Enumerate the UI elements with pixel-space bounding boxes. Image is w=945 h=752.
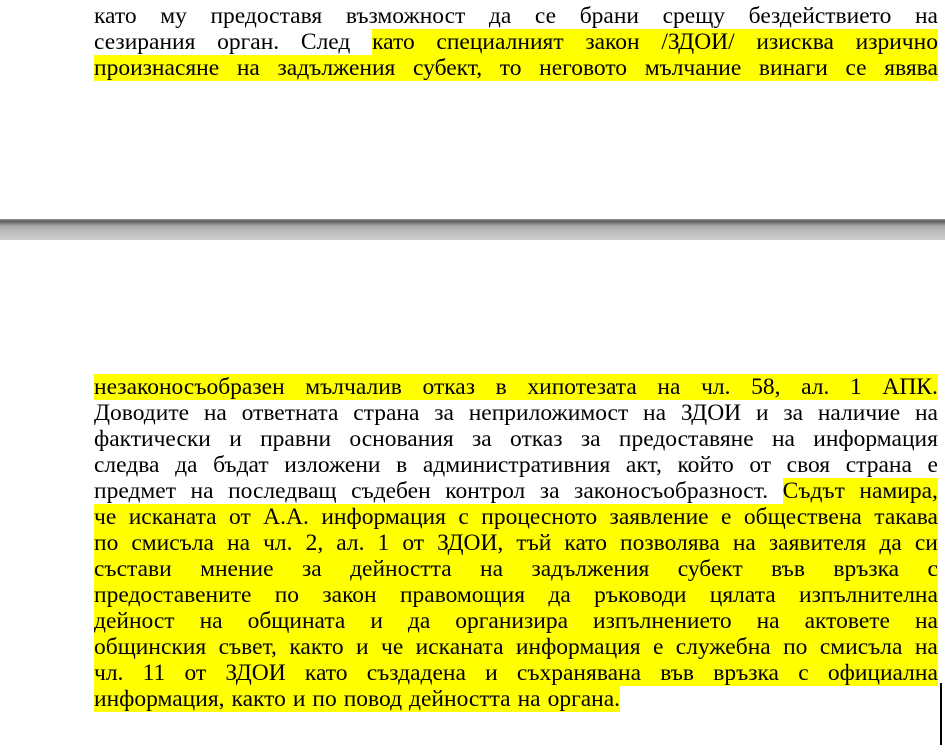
word: и — [755, 400, 769, 426]
word: изпълнителна — [799, 582, 938, 608]
word: 1 — [377, 530, 390, 556]
word: организира — [455, 608, 569, 634]
text-line — [94, 634, 938, 660]
word: като — [564, 530, 607, 556]
highlight-gap — [498, 660, 517, 686]
word: се — [534, 3, 557, 29]
highlight-gap — [383, 608, 408, 634]
highlight-gap — [867, 55, 885, 81]
word: ответната — [241, 400, 339, 426]
highlight-gap — [735, 29, 757, 55]
word: е — [721, 504, 732, 530]
highlight-gap — [337, 686, 344, 712]
word: ръководи — [594, 582, 687, 608]
highlight-gap — [415, 29, 437, 55]
highlight-gap — [225, 686, 232, 712]
word: на — [227, 530, 251, 556]
word: че — [94, 504, 117, 530]
highlight-gap — [475, 374, 496, 400]
word: ЗДОИ — [680, 400, 742, 426]
word: субект — [677, 556, 743, 582]
word: следва — [94, 452, 160, 478]
word: винаги — [758, 55, 828, 81]
word: на — [914, 400, 938, 426]
text-line — [94, 426, 938, 452]
word: административния — [422, 452, 611, 478]
highlight-gap — [607, 530, 620, 556]
word: задължения — [531, 556, 650, 582]
word: субект, — [413, 55, 483, 81]
word: служебна — [675, 634, 771, 660]
word: на — [914, 634, 938, 660]
text-line — [94, 582, 938, 608]
word: в — [396, 452, 408, 478]
word: на — [732, 530, 756, 556]
word: Доводите — [94, 400, 190, 426]
highlight-gap — [322, 556, 350, 582]
word: официална — [827, 660, 938, 686]
word: повод — [343, 686, 403, 712]
word: състави — [94, 556, 172, 582]
word: фактически — [94, 426, 211, 452]
word: и — [485, 660, 498, 686]
highlight-gap — [720, 530, 733, 556]
word: да — [175, 452, 198, 478]
highlight-gap — [649, 556, 677, 582]
highlight-gap — [862, 374, 883, 400]
word: ЗДОИ — [225, 660, 286, 686]
word: незаконосъобразен — [94, 374, 285, 400]
word: АПК. — [882, 374, 938, 400]
word: орган. — [217, 29, 280, 55]
word: тъй — [516, 530, 552, 556]
highlight-gap — [285, 374, 306, 400]
word: възможност — [345, 3, 466, 29]
highlight-gap — [251, 582, 274, 608]
highlight-gap — [402, 686, 409, 712]
word: връзка — [713, 660, 779, 686]
word: отказ — [422, 374, 476, 400]
word: такава — [874, 504, 938, 530]
highlight-gap — [641, 634, 653, 660]
word: страна — [353, 400, 420, 426]
highlight-gap — [446, 504, 458, 530]
word: общинския — [94, 634, 207, 660]
word: по — [94, 530, 119, 556]
text-line — [94, 556, 938, 582]
word: си — [914, 530, 938, 556]
document-page-2 — [0, 240, 945, 752]
word: е — [652, 634, 664, 660]
word: смисъла — [131, 530, 214, 556]
word: срещу — [662, 3, 726, 29]
word: ал. — [801, 374, 830, 400]
word: изрично — [855, 29, 938, 55]
highlight-gap — [377, 582, 400, 608]
highlight-gap — [899, 556, 927, 582]
word: 1 — [849, 374, 862, 400]
word: 2, — [305, 530, 324, 556]
word: информация, — [94, 686, 225, 712]
word: като — [94, 3, 137, 29]
word: правни — [260, 426, 332, 452]
highlight-gap — [829, 374, 850, 400]
word: намира, — [859, 478, 938, 504]
word: на — [517, 686, 541, 712]
highlight-gap — [732, 608, 757, 634]
word: както — [231, 686, 286, 712]
highlight-gap — [251, 504, 263, 530]
word: А.А. — [263, 504, 309, 530]
highlight-gap — [395, 55, 413, 81]
word: контрол — [445, 478, 526, 504]
word: за — [783, 400, 804, 426]
text-line — [94, 452, 938, 478]
word: страна — [845, 452, 912, 478]
word: специалният — [436, 29, 564, 55]
highlight-gap — [866, 530, 879, 556]
word: като — [304, 660, 348, 686]
word: на — [480, 556, 504, 582]
highlight-gap — [597, 504, 609, 530]
highlight-gap — [680, 374, 701, 400]
word: за — [580, 426, 601, 452]
highlight-gap — [571, 582, 594, 608]
word: съвет, — [218, 634, 277, 660]
word: от — [749, 452, 772, 478]
highlight-gap — [507, 374, 528, 400]
text-line — [94, 504, 938, 530]
highlight-gap — [345, 608, 370, 634]
highlight-gap — [219, 55, 237, 81]
word: по — [274, 582, 300, 608]
highlight-gap — [348, 660, 367, 686]
highlight-gap — [323, 530, 336, 556]
text-line — [94, 478, 938, 504]
highlight-gap — [250, 530, 263, 556]
word: информация — [515, 634, 641, 660]
highlight-gap — [430, 608, 455, 634]
highlight-gap — [743, 556, 771, 582]
highlight-gap — [206, 660, 225, 686]
word: своя — [786, 452, 831, 478]
highlight-gap — [807, 634, 819, 660]
highlight-gap — [627, 55, 645, 81]
word: както — [289, 634, 344, 660]
word: на — [771, 426, 795, 452]
word: да — [488, 3, 512, 29]
word: с — [798, 660, 809, 686]
highlight-gap — [511, 686, 518, 712]
highlight-gap — [522, 55, 540, 81]
word: сезирания — [94, 29, 196, 55]
word: информация — [321, 504, 446, 530]
highlight-gap — [731, 504, 743, 530]
word: общината — [247, 608, 346, 634]
word: и — [356, 634, 369, 660]
word: смисъла — [819, 634, 903, 660]
highlight-gap — [902, 634, 914, 660]
highlight-gap — [214, 530, 227, 556]
word: от — [402, 530, 425, 556]
word: произнасяне — [94, 55, 220, 81]
word: исканата — [128, 504, 217, 530]
highlight-gap — [293, 530, 306, 556]
word: ЗДОИ, — [437, 530, 504, 556]
word: на — [914, 608, 938, 634]
highlight-gap — [299, 582, 322, 608]
word: на — [190, 478, 214, 504]
word: неприложимост — [468, 400, 629, 426]
word: на — [203, 400, 227, 426]
text-line — [94, 374, 938, 400]
word: мълчалив — [305, 374, 402, 400]
highlight-gap — [466, 660, 485, 686]
word: по — [312, 686, 337, 712]
word: във — [771, 556, 805, 582]
highlight-gap — [389, 530, 402, 556]
text-line — [94, 660, 938, 686]
highlight-gap — [217, 504, 229, 530]
word: актовете — [804, 608, 890, 634]
word: за — [539, 478, 560, 504]
highlight-gap — [890, 608, 915, 634]
highlight-gap — [175, 608, 200, 634]
highlight-gap — [805, 556, 833, 582]
word: дейността — [409, 686, 511, 712]
text-line — [94, 29, 938, 55]
word: След — [300, 29, 351, 55]
word: и — [292, 686, 306, 712]
highlight-gap — [223, 608, 248, 634]
word: органа. — [547, 686, 621, 712]
word: за — [472, 426, 492, 452]
highlight-gap — [277, 634, 289, 660]
word: закон — [585, 29, 640, 55]
highlight-gap — [123, 660, 142, 686]
highlight-gap — [503, 530, 516, 556]
word: предоставените — [94, 582, 252, 608]
word: съхранявана — [516, 660, 642, 686]
document-page-1 — [0, 0, 945, 219]
highlight-gap — [564, 29, 586, 55]
word: правомощия — [399, 582, 526, 608]
word: цялата — [709, 582, 776, 608]
word: дейността — [350, 556, 452, 582]
word: като — [372, 29, 415, 55]
text-line — [94, 400, 938, 426]
word: последващ — [228, 478, 337, 504]
text-line — [94, 686, 938, 712]
highlight-gap — [776, 582, 799, 608]
word: исканата — [415, 634, 504, 660]
highlight-gap — [771, 634, 783, 660]
highlight-gap — [694, 660, 713, 686]
word: то — [499, 55, 522, 81]
highlight-gap — [469, 504, 481, 530]
word: на — [236, 55, 260, 81]
highlight-gap — [780, 608, 805, 634]
word: връзка — [833, 556, 900, 582]
word: основания — [349, 426, 454, 452]
highlight-gap — [260, 55, 278, 81]
word: на — [756, 608, 780, 634]
word: Съдът — [782, 478, 845, 504]
highlight-gap — [344, 634, 356, 660]
highlight-gap — [730, 374, 751, 400]
word: за — [301, 556, 322, 582]
highlight-gap — [118, 530, 131, 556]
word: позволява — [620, 530, 720, 556]
word: отказ — [510, 426, 563, 452]
word: на — [643, 400, 667, 426]
word: му — [160, 3, 187, 29]
highlight-gap — [568, 608, 593, 634]
highlight-gap — [206, 634, 218, 660]
word: от — [229, 504, 251, 530]
word: за — [434, 400, 454, 426]
word: предмет — [94, 478, 176, 504]
word: наличие — [817, 400, 901, 426]
word: акт, — [625, 452, 662, 478]
word: който — [677, 452, 734, 478]
highlight-gap — [452, 556, 480, 582]
word: мълчание — [644, 55, 742, 81]
word: съдебен — [351, 478, 431, 504]
word: създадена — [366, 660, 466, 686]
word: изложени — [284, 452, 381, 478]
word: обществена — [743, 504, 862, 530]
highlight-gap — [756, 530, 769, 556]
highlight-gap — [640, 29, 662, 55]
word: да — [879, 530, 902, 556]
word: закон — [322, 582, 377, 608]
word: неговото — [539, 55, 628, 81]
highlight-gap — [637, 374, 658, 400]
word: от — [184, 660, 207, 686]
word: че — [381, 634, 404, 660]
highlight-gap — [862, 504, 874, 530]
highlight-gap — [780, 374, 801, 400]
word: /ЗДОИ/ — [661, 29, 735, 55]
highlight-gap — [286, 686, 293, 712]
word: по — [783, 634, 808, 660]
highlight-gap — [551, 530, 564, 556]
word: изпълнението — [593, 608, 732, 634]
highlight-gap — [365, 530, 378, 556]
highlight-gap — [165, 660, 184, 686]
word: бъдат — [213, 452, 269, 478]
word: да — [407, 608, 431, 634]
word: брани — [579, 3, 639, 29]
highlight-gap — [116, 504, 128, 530]
word: явява — [884, 55, 938, 81]
word: чл. — [263, 530, 293, 556]
word: чл. — [701, 374, 731, 400]
word: 11 — [142, 660, 166, 686]
highlight-gap — [828, 55, 846, 81]
text-line — [94, 55, 938, 81]
word: изисква — [756, 29, 834, 55]
page-separator — [0, 219, 945, 240]
word: предоставя — [210, 3, 323, 29]
highlight-gap — [809, 660, 828, 686]
word: заявление — [609, 504, 709, 530]
text-line — [94, 530, 938, 556]
highlight-gap — [741, 55, 759, 81]
highlight-gap — [902, 530, 915, 556]
highlight-gap — [663, 634, 675, 660]
highlight-gap — [845, 478, 860, 504]
word: да — [548, 582, 571, 608]
highlight-gap — [424, 530, 437, 556]
word: с — [927, 556, 938, 582]
highlight-gap — [779, 660, 798, 686]
word: 58, — [751, 374, 781, 400]
highlight-gap — [686, 582, 709, 608]
highlight-gap — [503, 556, 531, 582]
word: с — [458, 504, 469, 530]
highlight-gap — [709, 504, 721, 530]
word: на — [914, 3, 938, 29]
highlight-gap — [834, 29, 856, 55]
word: ал. — [336, 530, 365, 556]
word: се — [845, 55, 867, 81]
word: заявителя — [768, 530, 867, 556]
highlight-gap — [286, 660, 305, 686]
word: хипотезата — [527, 374, 637, 400]
margin-marker — [940, 683, 942, 745]
word: чл. — [94, 660, 124, 686]
word: и — [370, 608, 383, 634]
word: информация — [813, 426, 938, 452]
highlight-gap — [402, 374, 423, 400]
word: е — [927, 452, 938, 478]
highlight-gap — [504, 634, 516, 660]
word: дейност — [94, 608, 175, 634]
word: на — [657, 374, 681, 400]
highlight-gap — [525, 582, 548, 608]
highlight-gap — [274, 556, 302, 582]
highlight-gap — [541, 686, 548, 712]
word: мнение — [200, 556, 274, 582]
word: законосъобразност. — [574, 478, 769, 504]
word: задължения — [277, 55, 396, 81]
highlight-gap — [369, 634, 381, 660]
highlight-gap — [309, 504, 321, 530]
highlight-gap — [172, 556, 200, 582]
word: на — [199, 608, 223, 634]
word: и — [229, 426, 242, 452]
highlight-gap — [305, 686, 312, 712]
text-line — [94, 608, 938, 634]
word: предоставяне — [618, 426, 754, 452]
word: във — [660, 660, 695, 686]
highlight-gap — [403, 634, 415, 660]
highlight-gap — [641, 660, 660, 686]
word: в — [495, 374, 507, 400]
word: бездействието — [748, 3, 892, 29]
text-line — [94, 3, 938, 29]
highlight-gap — [482, 55, 500, 81]
word: процесното — [481, 504, 598, 530]
